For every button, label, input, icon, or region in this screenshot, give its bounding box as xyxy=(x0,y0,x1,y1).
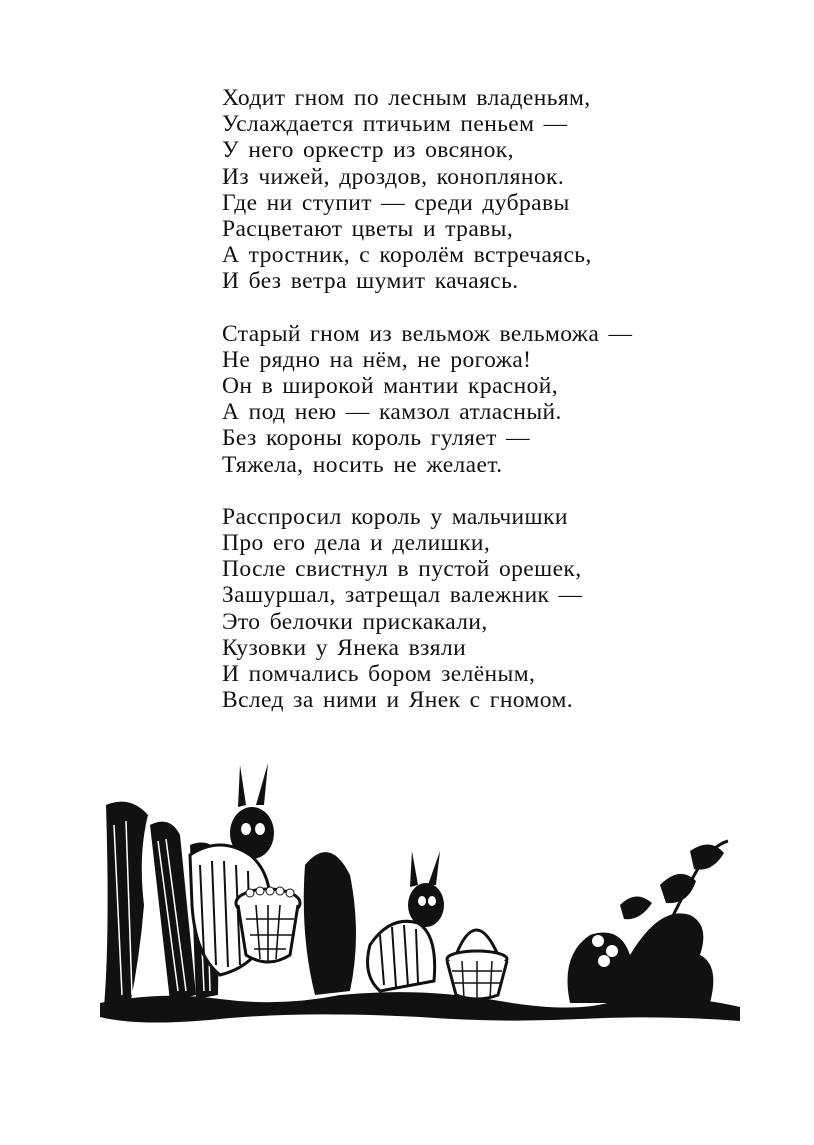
poem-line: И помчались бором зелёным, xyxy=(222,661,536,688)
poem-line: Услаждается птичьим пеньем — xyxy=(222,111,568,138)
poem-line: А тростник, с королём встречаясь, xyxy=(222,242,592,269)
poem-line: Не рядно на нём, не рогожа! xyxy=(222,346,532,373)
poem-line: Из чижей, дроздов, коноплянок. xyxy=(222,163,565,190)
poem-line: Ходит гном по лесным владеньям, xyxy=(222,85,591,111)
poem-line: Вслед за ними и Янек с гномом. xyxy=(222,687,574,714)
poem-text xyxy=(222,85,742,713)
poem-line: И без ветра шумит качаясь. xyxy=(222,268,519,295)
poem-line: Это белочки прискакали, xyxy=(222,608,488,635)
poem-line: После свистнул в пустой орешек, xyxy=(222,556,582,583)
poem-line: Кузовки у Янека взяли xyxy=(222,634,467,661)
poem-line: Старый гном из вельмож вельможа — xyxy=(222,320,633,347)
poem-line: Где ни ступит — среди дубравы xyxy=(222,189,570,216)
poem-line: Расцветают цветы и травы, xyxy=(222,216,514,243)
stanza-1 xyxy=(222,85,742,295)
poem-line: Зашуршал, затрещал валежник — xyxy=(222,582,583,609)
stanza-3 xyxy=(222,504,742,714)
poem-line: Тяжела, носить не желает. xyxy=(222,451,503,478)
squirrels-illustration xyxy=(100,755,740,1030)
poem-line: У него оркестр из овсянок, xyxy=(222,137,514,164)
stanza-2 xyxy=(222,321,742,478)
right-squirrel xyxy=(368,851,507,1001)
poem-line: Он в широкой мантии красной, xyxy=(222,373,559,400)
middle-trunk xyxy=(304,852,356,995)
left-squirrel xyxy=(190,763,300,975)
poem-line: Без короны король гуляет — xyxy=(222,425,530,452)
poem-line: Про его дела и делишки, xyxy=(222,530,491,557)
poem-line: А под нею — камзол атласный. xyxy=(222,399,562,426)
poem-line: Расспросил король у мальчишки xyxy=(222,503,568,530)
